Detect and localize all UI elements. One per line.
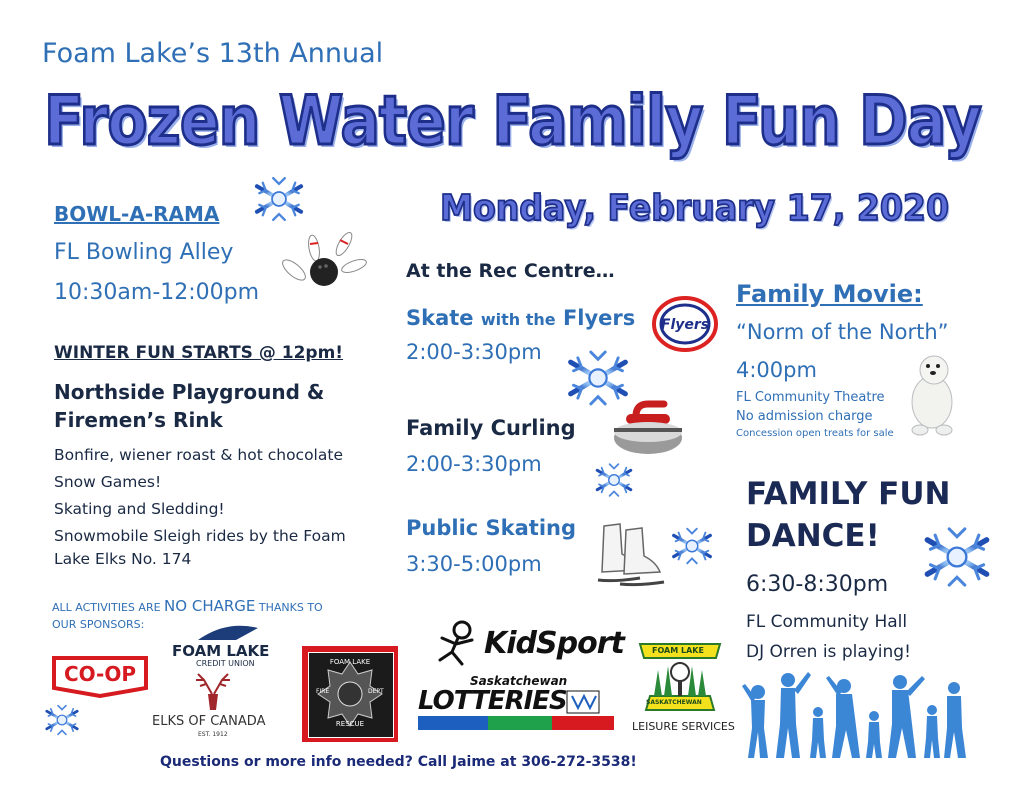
dance-time: 6:30-8:30pm: [746, 572, 889, 597]
curling-stone-icon: [612, 398, 684, 458]
winter-item: Skating and Sledding!: [54, 500, 225, 518]
dance-heading-line2: DANCE!: [746, 518, 880, 554]
footer-contact: Questions or more info needed? Call Jaime at 306-272-3538!: [160, 754, 637, 770]
fire-bottom: RESCUE: [335, 720, 365, 728]
skates-icon: [594, 520, 668, 592]
skate-time: 2:00-3:30pm: [406, 340, 542, 364]
winter-item: Bonfire, wiener roast & hot chocolate: [54, 446, 343, 464]
skate-title: [406, 306, 635, 330]
coop-logo: [50, 654, 150, 698]
fire-right: DEPT: [368, 688, 384, 695]
lotteries-name: LOTTERIES: [418, 686, 567, 716]
winter-place-line2: Firemen’s Rink: [54, 408, 223, 432]
bowl-heading: BOWL-A-RAMA: [54, 202, 220, 226]
flyers-logo: [652, 296, 718, 352]
credit-union-swoosh-icon: [196, 622, 260, 642]
sponsors-intro-line2: OUR SPONSORS:: [52, 618, 145, 631]
leisure-services-text: LEISURE SERVICES: [632, 720, 735, 733]
winter-heading: WINTER FUN STARTS @ 12pm!: [54, 343, 344, 363]
dancing-family-silhouette: [742, 668, 968, 760]
event-date: Monday, February 17, 2020: [440, 188, 950, 229]
lottery-ticket-centre-icon: [566, 690, 600, 714]
kidsport-text: KidSport: [484, 626, 624, 661]
movie-title: “Norm of the North”: [736, 320, 949, 344]
fire-dept-logo: [302, 646, 398, 742]
sponsors-intro-b: NO CHARGE: [164, 597, 256, 615]
lotteries-stripe: [418, 716, 614, 730]
svg-text:Flyers: Flyers: [660, 317, 710, 333]
snowflake-icon: [918, 518, 996, 596]
movie-heading: Family Movie:: [736, 280, 923, 308]
winter-item: Lake Elks No. 174: [54, 550, 192, 568]
polar-bear-icon: [906, 350, 958, 436]
winter-item: Snowmobile Sleigh rides by the Foam: [54, 527, 346, 545]
snowflake-icon: [42, 700, 82, 740]
fire-top: FOAM LAKE: [329, 658, 371, 666]
curling-title: Family Curling: [406, 416, 576, 440]
movie-charge: No admission charge: [736, 409, 873, 424]
bowl-location: FL Bowling Alley: [54, 240, 234, 265]
sponsors-intro-c: THANKS TO: [258, 601, 323, 614]
skate-title-c: Flyers: [562, 306, 636, 330]
snowflake-icon: [592, 458, 636, 502]
leisure-top: FOAM LAKE: [652, 646, 704, 655]
rec-heading: At the Rec Centre…: [406, 260, 615, 282]
fire-left: FIRE: [316, 688, 330, 695]
elks-name: ELKS OF CANADA: [152, 714, 266, 729]
winter-item: Snow Games!: [54, 473, 162, 491]
dance-heading-line1: FAMILY FUN: [746, 476, 951, 512]
coop-text: CO-OP: [63, 662, 136, 686]
leisure-bottom: SASKATCHEWAN: [646, 699, 702, 706]
subtitle: Foam Lake’s 13th Annual: [42, 38, 384, 69]
movie-concession: Concession open treats for sale: [736, 428, 894, 439]
snowflake-icon: [250, 170, 308, 228]
credit-union-sub: CREDIT UNION: [196, 659, 255, 668]
curling-time: 2:00-3:30pm: [406, 452, 542, 476]
lotteries-province: Saskatchewan: [470, 674, 568, 688]
public-skating-title: Public Skating: [406, 516, 577, 540]
public-skating-time: 3:30-5:00pm: [406, 552, 542, 576]
movie-time: 4:00pm: [736, 358, 817, 382]
skate-title-b: with the: [480, 310, 556, 329]
dance-dj: DJ Orren is playing!: [746, 642, 911, 662]
dance-venue: FL Community Hall: [746, 612, 908, 632]
winter-place-line1: Northside Playground &: [54, 380, 325, 404]
elks-est: EST. 1912: [198, 731, 228, 738]
snowflake-icon: [668, 522, 716, 570]
sponsors-intro-a: ALL ACTIVITIES ARE: [52, 601, 161, 614]
elk-head-icon: [192, 672, 234, 712]
sponsors-intro: [52, 597, 323, 615]
credit-union-name: FOAM LAKE: [172, 642, 270, 660]
skate-title-a: Skate: [406, 306, 474, 330]
bowling-pins-icon: [270, 226, 370, 294]
event-title: Frozen Water Family Fun Day: [44, 82, 981, 161]
kidsport-figure-icon: [432, 620, 482, 666]
movie-venue: FL Community Theatre: [736, 390, 885, 405]
bowl-time: 10:30am-12:00pm: [54, 280, 260, 305]
